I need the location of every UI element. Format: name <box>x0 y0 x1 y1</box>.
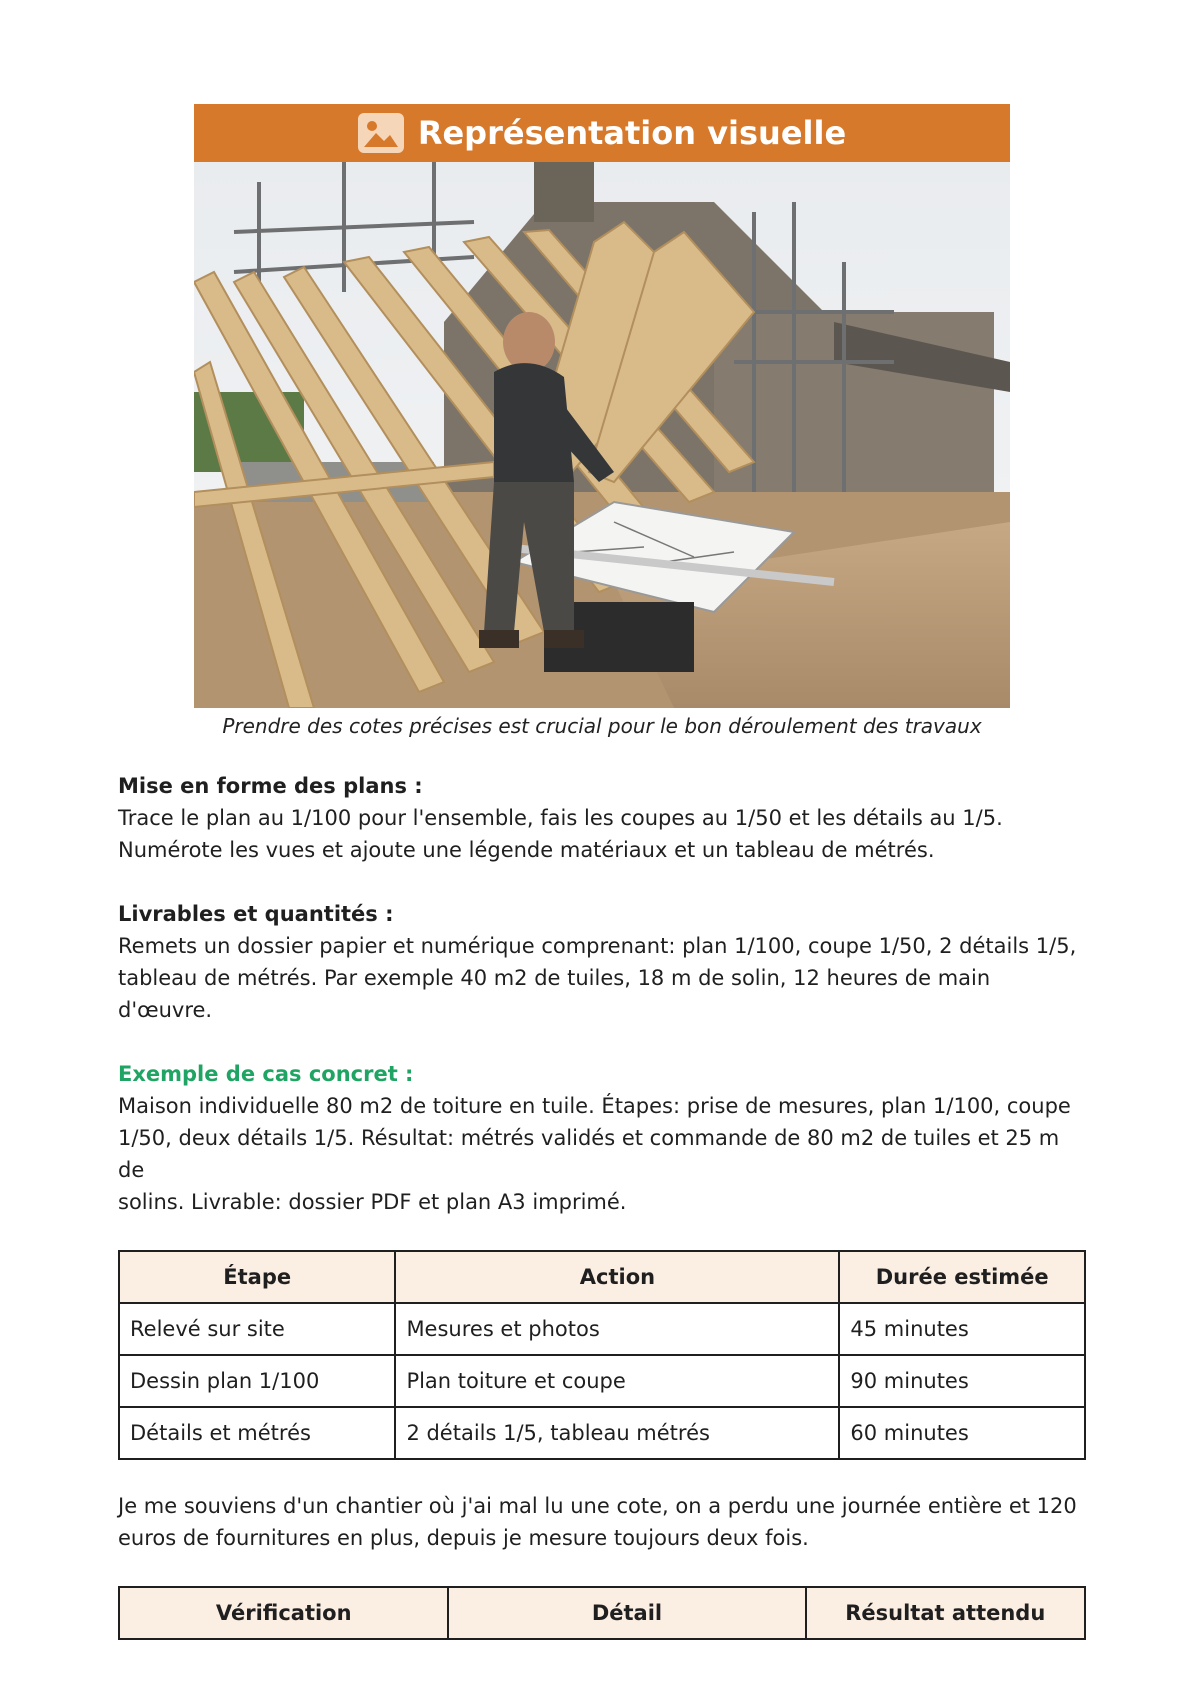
section-line: 1/50, deux détails 1/5. Résultat: métrés validés et commande de 80 m2 de tuiles et 25 m de <box>118 1126 1060 1182</box>
section-example <box>118 1058 1088 1218</box>
table-cell: Détails et métrés <box>119 1407 395 1459</box>
section-deliverables <box>118 898 1088 1026</box>
table-row <box>119 1303 1085 1355</box>
table-cell: 2 détails 1/5, tableau métrés <box>395 1407 839 1459</box>
section-plans <box>118 770 1088 866</box>
table-cell: Plan toiture et coupe <box>395 1355 839 1407</box>
construction-photo <box>194 162 1010 708</box>
table-row <box>119 1355 1085 1407</box>
image-icon <box>358 113 404 153</box>
table-cell: Relevé sur site <box>119 1303 395 1355</box>
section-heading: Exemple de cas concret : <box>118 1062 414 1086</box>
section-line: Maison individuelle 80 m2 de toiture en tuile. Étapes: prise de mesures, plan 1/100, coupe <box>118 1094 1071 1118</box>
section-line: solins. Livrable: dossier PDF et plan A3 imprimé. <box>118 1190 627 1214</box>
figure-header <box>194 104 1010 162</box>
section-heading: Mise en forme des plans : <box>118 774 423 798</box>
table-cell: 45 minutes <box>839 1303 1085 1355</box>
visual-figure <box>194 104 1010 738</box>
column-header: Action <box>395 1251 839 1303</box>
column-header: Détail <box>448 1587 805 1639</box>
section-line: Remets un dossier papier et numérique comprenant: plan 1/100, coupe 1/50, 2 détails 1/5, <box>118 934 1077 958</box>
section-line: tableau de métrés. Par exemple 40 m2 de tuiles, 18 m de solin, 12 heures de main d'œuvre. <box>118 966 991 1022</box>
table-row <box>119 1407 1085 1459</box>
table-cell: 60 minutes <box>839 1407 1085 1459</box>
figure-header-title: Représentation visuelle <box>417 114 847 152</box>
table-cell: Mesures et photos <box>395 1303 839 1355</box>
section-line: Numérote les vues et ajoute une légende matériaux et un tableau de métrés. <box>118 838 935 862</box>
figure-caption: Prendre des cotes précises est crucial pour le bon déroulement des travaux <box>222 714 982 738</box>
verification-table <box>118 1586 1086 1640</box>
anecdote-line: euros de fournitures en plus, depuis je mesure toujours deux fois. <box>118 1526 809 1550</box>
table-header-row <box>119 1251 1085 1303</box>
column-header: Durée estimée <box>839 1251 1085 1303</box>
main-content <box>118 770 1088 1670</box>
table-header-row <box>119 1587 1085 1639</box>
column-header: Résultat attendu <box>806 1587 1085 1639</box>
anecdote-paragraph <box>118 1490 1088 1554</box>
table-cell: 90 minutes <box>839 1355 1085 1407</box>
anecdote-line: Je me souviens d'un chantier où j'ai mal lu une cote, on a perdu une journée entière et 120 <box>118 1494 1077 1518</box>
section-heading: Livrables et quantités : <box>118 902 394 926</box>
steps-table <box>118 1250 1086 1460</box>
table-cell: Dessin plan 1/100 <box>119 1355 395 1407</box>
section-line: Trace le plan au 1/100 pour l'ensemble, fais les coupes au 1/50 et les détails au 1/5. <box>118 806 1003 830</box>
column-header: Vérification <box>119 1587 448 1639</box>
column-header: Étape <box>119 1251 395 1303</box>
